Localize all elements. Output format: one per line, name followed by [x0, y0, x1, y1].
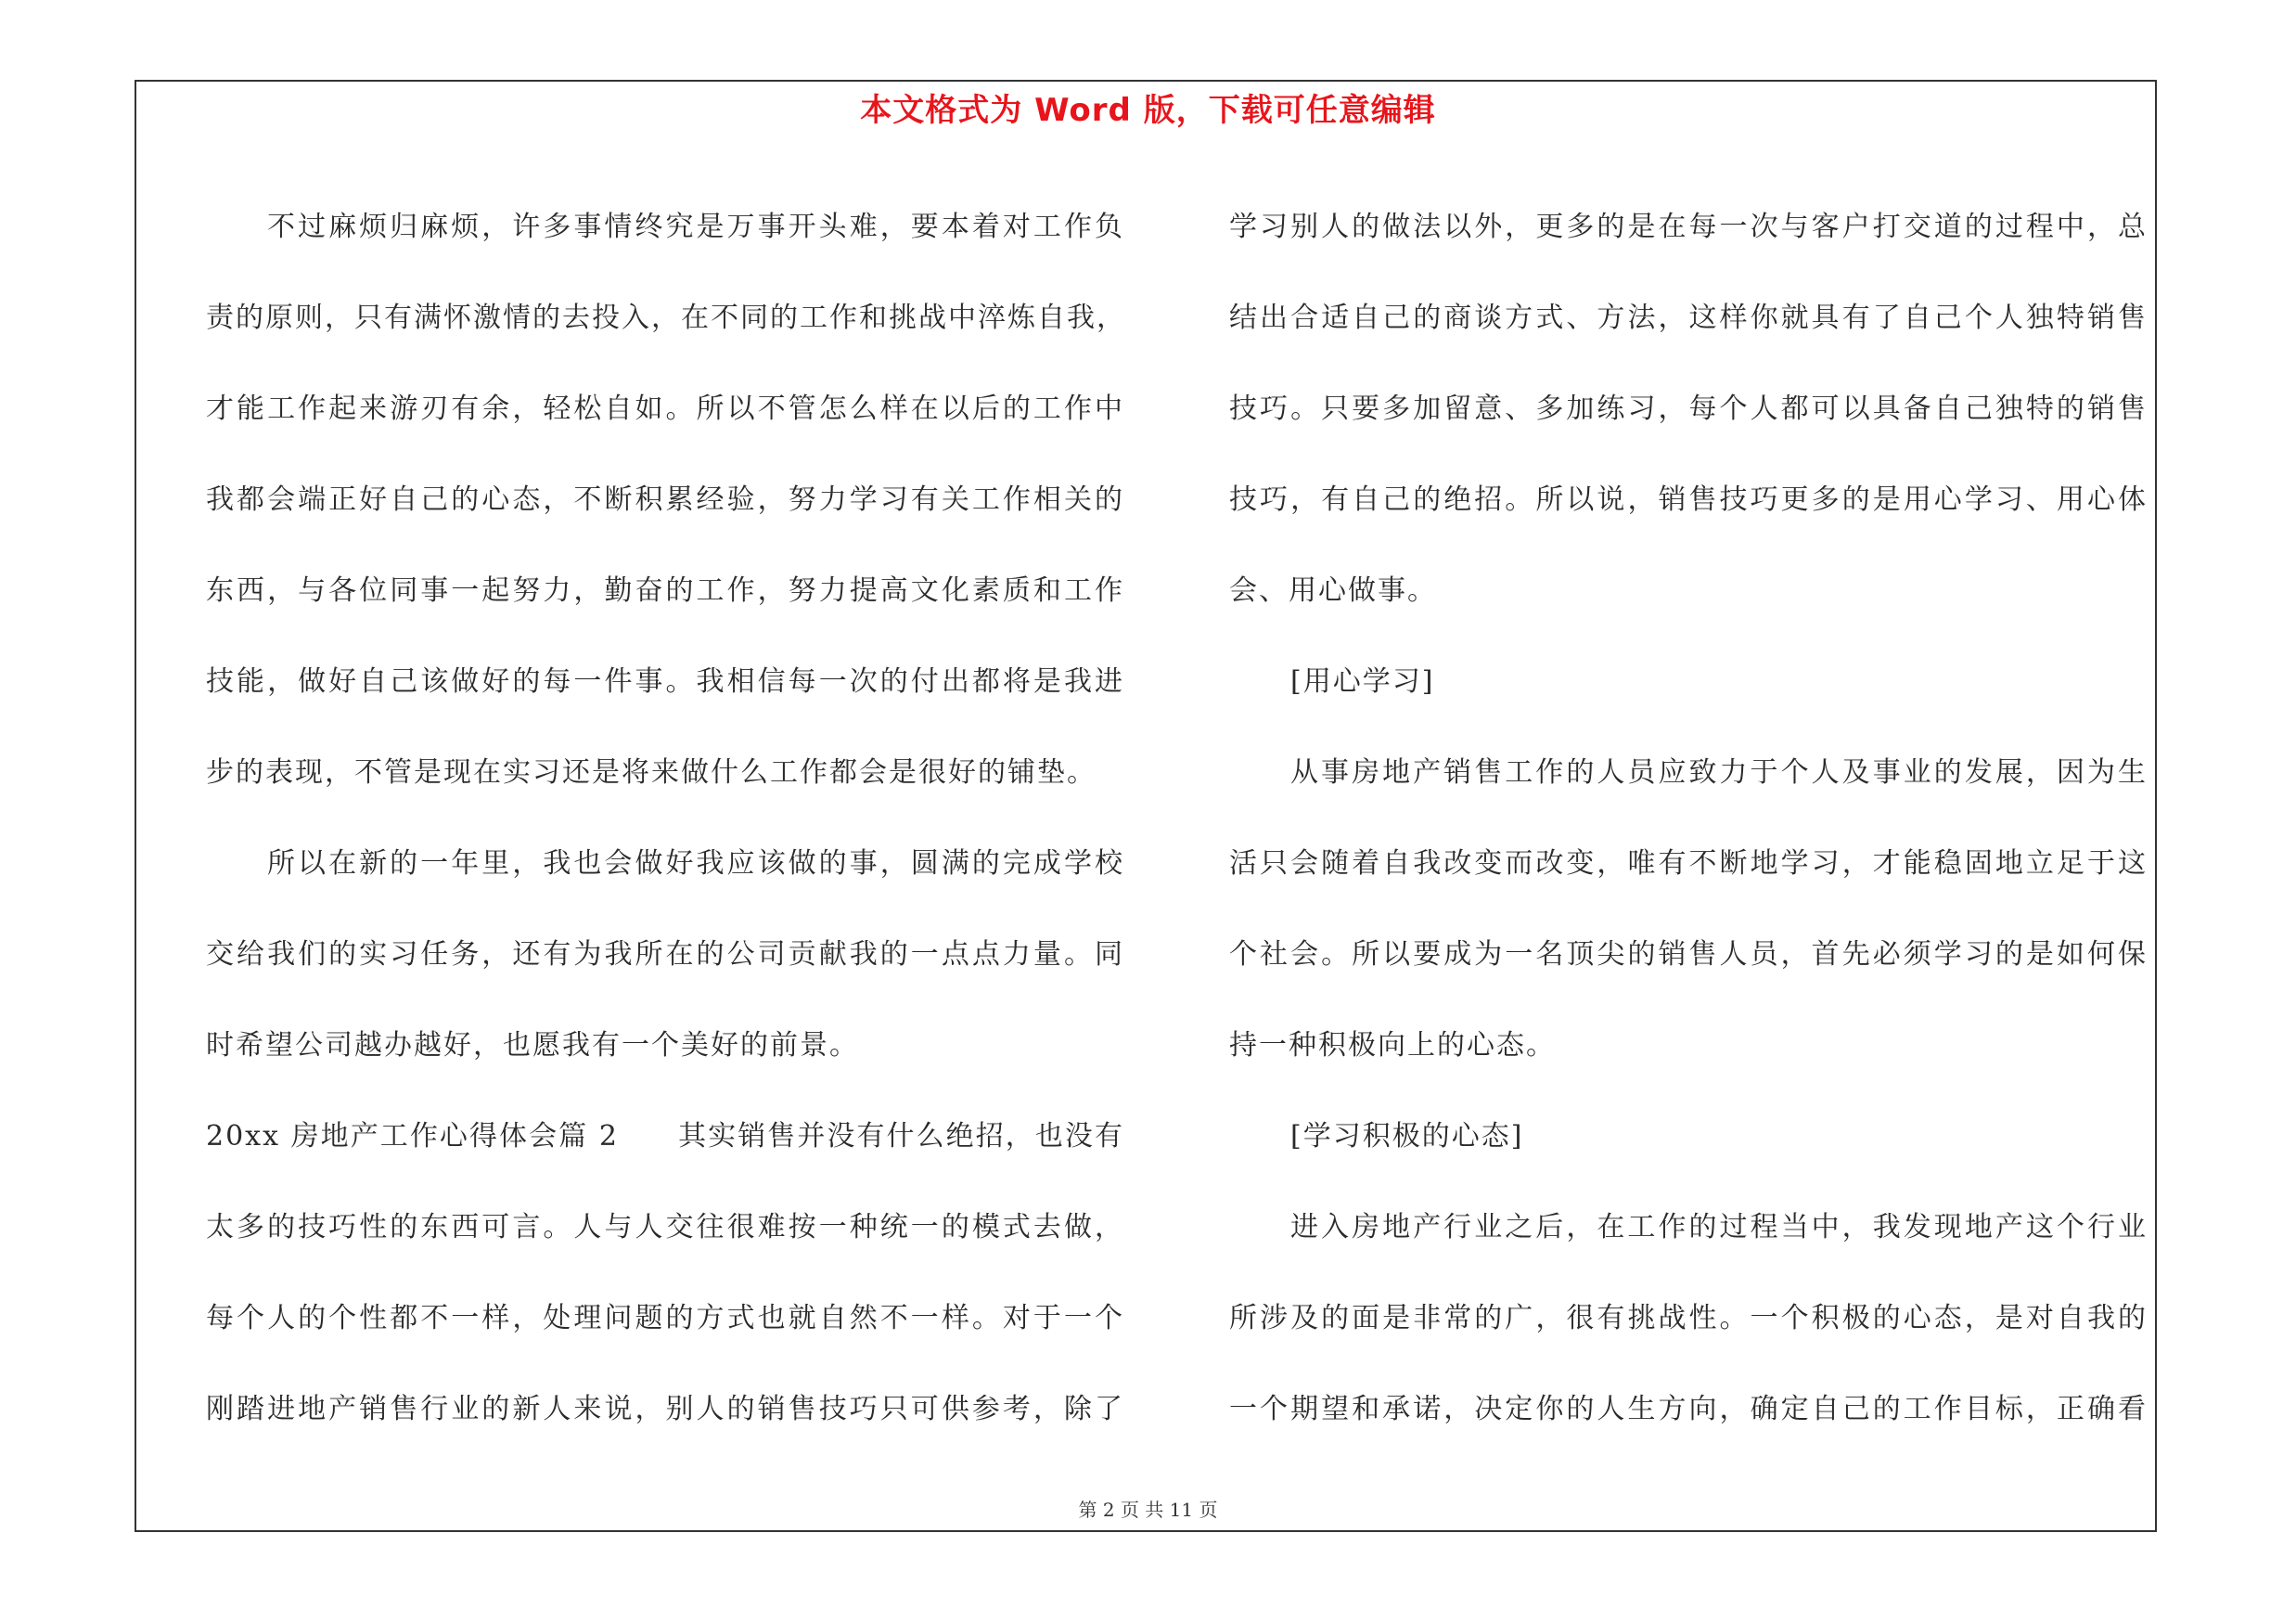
text-line: 交给我们的实习任务，还有为我所在的公司贡献我的一点点力量。同	[206, 938, 1124, 971]
text-line: 从事房地产销售工作的人员应致力于个人及事业的发展，因为生	[1290, 756, 2148, 789]
text-line: 太多的技巧性的东西可言。人与人交往很难按一种统一的模式去做，	[206, 1211, 1124, 1243]
text-line: 责的原则，只有满怀激情的去投入，在不同的工作和挑战中淬炼自我，	[206, 302, 1126, 334]
text-line: 我都会端正好自己的心态，不断积累经验，努力学习有关工作相关的	[206, 483, 1124, 516]
text-line: 技巧。只要多加留意、多加练习，每个人都可以具备自己独特的销售	[1229, 393, 2148, 425]
text-line: 不过麻烦归麻烦，许多事情终究是万事开头难，要本着对工作负	[267, 211, 1124, 243]
text-line: [用心学习]	[1290, 665, 1435, 698]
text-line: 所以在新的一年里，我也会做好我应该做的事，圆满的完成学校	[267, 847, 1124, 880]
text-line: 活只会随着自我改变而改变，唯有不断地学习，才能稳固地立足于这	[1229, 847, 2148, 880]
text-line: 一个期望和承诺，决定你的人生方向，确定自己的工作目标，正确看	[1229, 1393, 2148, 1425]
text-line: 步的表现，不管是现在实习还是将来做什么工作都会是很好的铺垫。	[206, 756, 1097, 789]
text-line: 进入房地产行业之后，在工作的过程当中，我发现地产这个行业	[1290, 1211, 2148, 1243]
page-footer: 第 2 页 共 11 页	[1078, 1499, 1218, 1521]
text-line: 持一种积极向上的心态。	[1229, 1029, 1556, 1062]
text-line: 个社会。所以要成为一名顶尖的销售人员，首先必须学习的是如何保	[1229, 938, 2148, 971]
right-column	[1229, 182, 2148, 1455]
text-line: 技能，做好自己该做好的每一件事。我相信每一次的付出都将是我进	[206, 665, 1124, 698]
text-line: 东西，与各位同事一起努力，勤奋的工作，努力提高文化素质和工作	[206, 574, 1124, 607]
left-column	[206, 182, 1124, 1455]
text-line: 所涉及的面是非常的广，很有挑战性。一个积极的心态，是对自我的	[1229, 1302, 2148, 1334]
text-line: 才能工作起来游刃有余，轻松自如。所以不管怎么样在以后的工作中	[206, 393, 1124, 425]
text-line: 20xx 房地产工作心得体会篇 2 其实销售并没有什么绝招，也没有	[206, 1120, 1124, 1153]
text-line: 结出合适自己的商谈方式、方法，这样你就具有了自己个人独特销售	[1229, 302, 2148, 334]
text-line: 每个人的个性都不一样，处理问题的方式也就自然不一样。对于一个	[206, 1302, 1124, 1334]
text-line: 会、用心做事。	[1229, 574, 1437, 607]
text-line: 时希望公司越办越好，也愿我有一个美好的前景。	[206, 1029, 859, 1062]
text-line: [学习积极的心态]	[1290, 1120, 1524, 1153]
format-banner: 本文格式为 Word 版，下载可任意编辑	[860, 92, 1436, 129]
text-line: 学习别人的做法以外，更多的是在每一次与客户打交道的过程中，总	[1229, 211, 2148, 243]
text-line: 刚踏进地产销售行业的新人来说，别人的销售技巧只可供参考，除了	[206, 1393, 1124, 1425]
text-line: 技巧，有自己的绝招。所以说，销售技巧更多的是用心学习、用心体	[1229, 483, 2148, 516]
